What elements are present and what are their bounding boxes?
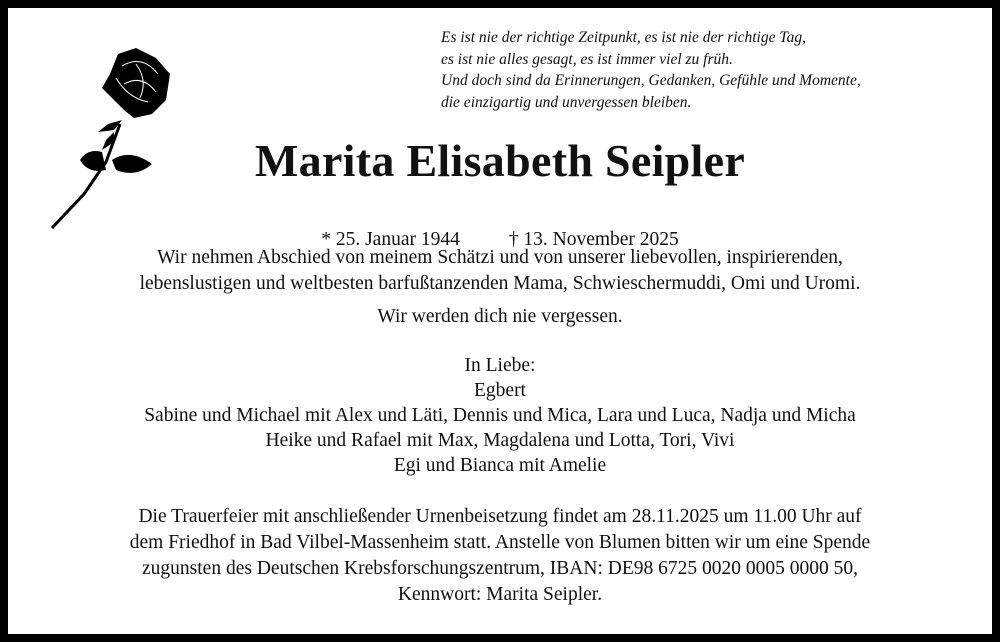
- mourner-line: Egbert: [474, 380, 526, 401]
- mourner-line: In Liebe:: [464, 355, 536, 376]
- deceased-name: Marita Elisabeth Seipler: [254, 135, 746, 186]
- funeral-info: [0, 504, 1000, 608]
- funeral-line: zugunsten des Deutschen Krebsforschungszentrum, IBAN: DE98 6725 0020 0005 0000 50,: [142, 558, 858, 579]
- mourner-line: Egi und Bianca mit Amelie: [393, 455, 607, 476]
- birth-date: * 25. Januar 1944: [321, 229, 460, 250]
- mourner-line: Heike und Rafael mit Max, Magdalena und Lotta, Tori, Vivi: [265, 430, 735, 451]
- funeral-line: dem Friedhof in Bad Vilbel-Massenheim statt. Anstelle von Blumen bitten wir um eine Spende: [129, 532, 871, 553]
- farewell-text: [0, 245, 1000, 297]
- poem-line: die einzigartig und unvergessen bleiben.: [441, 93, 692, 111]
- mourner-line: Sabine und Michael mit Alex und Läti, Dennis und Mica, Lara und Luca, Nadja und Micha: [144, 405, 856, 426]
- funeral-line: Die Trauerfeier mit anschließender Urnenbeisetzung findet am 28.11.2025 um 11.00 Uhr auf: [138, 506, 862, 527]
- farewell-line: lebenslustigen und weltbesten barfußtanzenden Mama, Schwieschermuddi, Omi und Uromi.: [139, 273, 861, 294]
- mourners: [0, 353, 1000, 478]
- farewell-line: Wir nehmen Abschied von meinem Schätzi und von unserer liebevollen, inspirierenden,: [157, 247, 843, 268]
- never-forget: Wir werden dich nie vergessen.: [377, 306, 623, 327]
- death-date: † 13. November 2025: [508, 229, 679, 250]
- poem-line: Es ist nie der richtige Zeitpunkt, es ist nie der richtige Tag,: [441, 29, 806, 46]
- poem-line: Und doch sind da Erinnerungen, Gedanken, Gefühle und Momente,: [441, 72, 861, 89]
- poem-line: es ist nie alles gesagt, es ist immer viel zu früh.: [441, 50, 733, 68]
- funeral-line: Kennwort: Marita Seipler.: [397, 584, 603, 605]
- poem: [441, 27, 861, 113]
